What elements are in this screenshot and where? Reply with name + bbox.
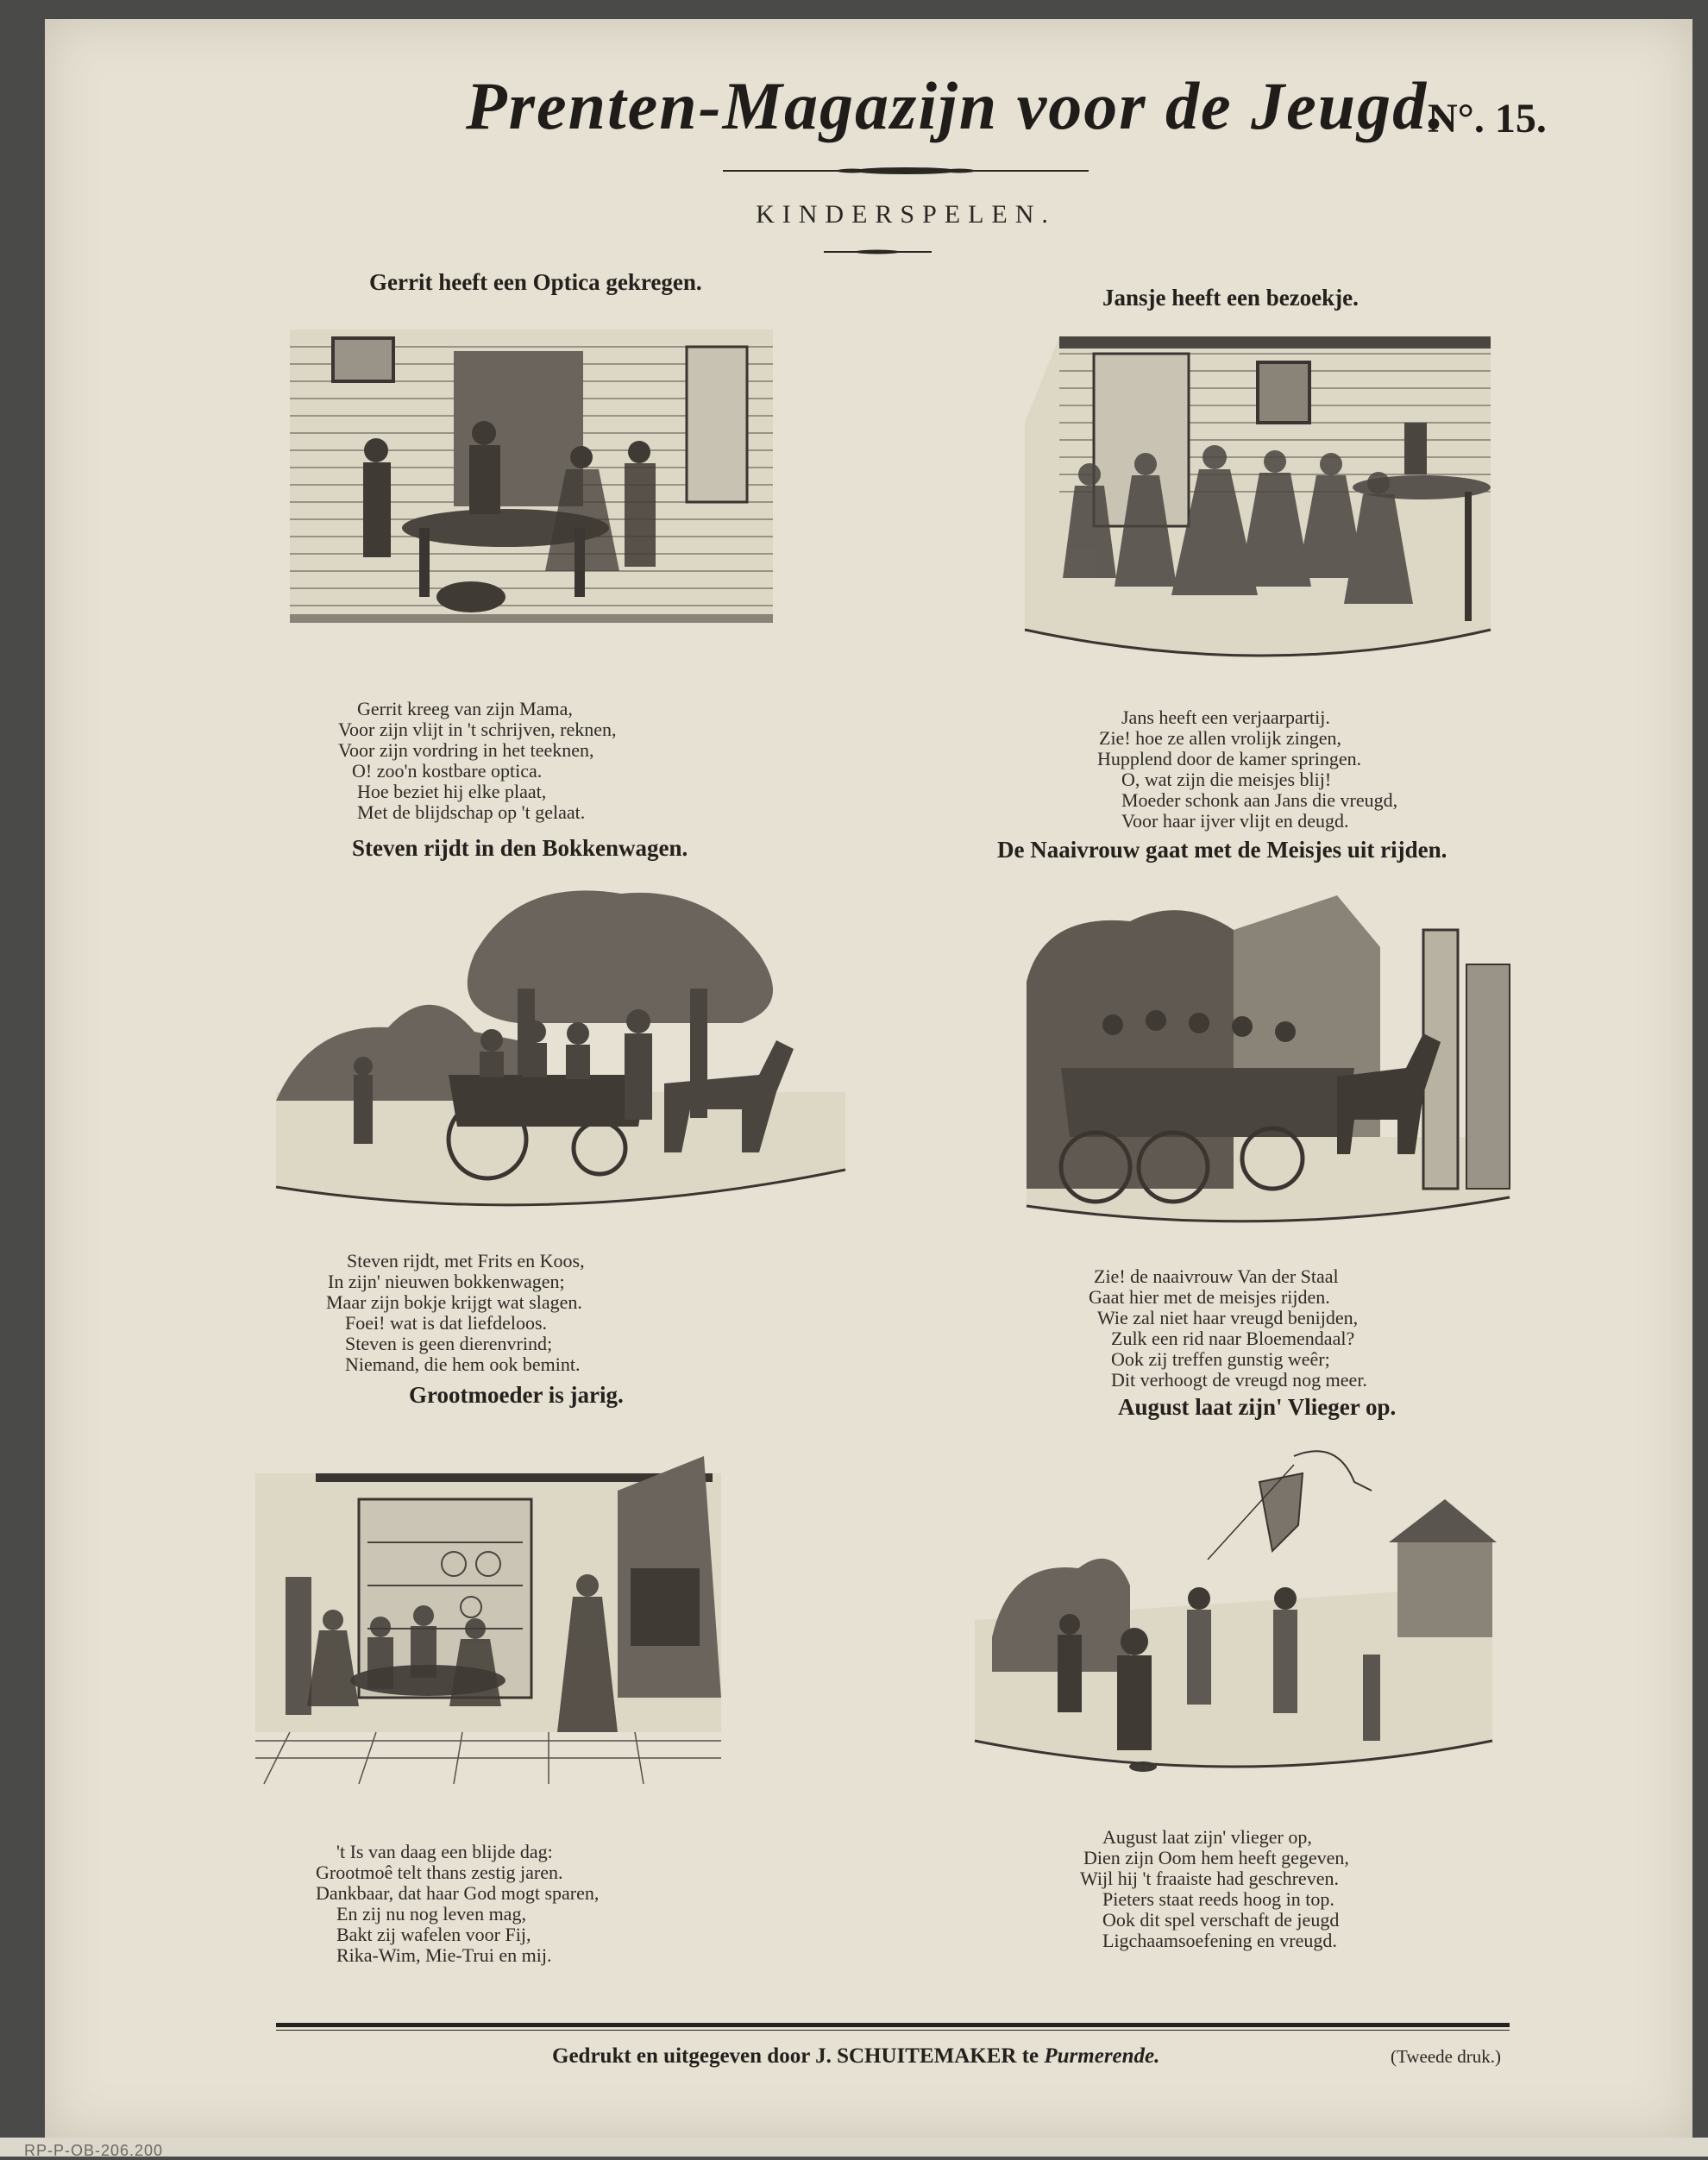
edition-note: (Tweede druk.)	[1391, 2046, 1501, 2067]
engraving-bezoekje	[1008, 319, 1525, 690]
verse-optica: Gerrit kreeg van zijn Mama, Voor zijn vlijt in 't schrijven, reknen, Voor zijn vordring in het teeknen, O! zoo'n kostbare optica. Hoe beziet hij elke plaat, Met de blijdschap op 't gelaat.	[338, 698, 617, 823]
scene-title-bokkenwagen: Steven rijdt in den Bokkenwagen.	[352, 835, 688, 861]
short-rule	[824, 248, 932, 255]
verse-bokkenwagen: Steven rijdt, met Frits en Koos, In zijn' nieuwen bokkenwagen; Maar zijn bokje krijgt wat slagen. Foei! wat is dat liefdeloos. Steven is geen dierenvrind; Niemand, die hem ook bemint.	[326, 1250, 585, 1375]
engraving-naaivrouw	[1009, 878, 1527, 1249]
scene-title-vlieger: August laat zijn' Vlieger op.	[1118, 1394, 1397, 1420]
imprint-place: Purmerende.	[1044, 2044, 1160, 2068]
verse-vlieger: August laat zijn' vlieger op, Dien zijn Oom hem heeft gegeven, Wijl hij 't fraaiste had geschreven. Pieters staat reeds hoog in top. Ook dit spel verschaft de jeugd Ligchaamsoefening en vreugd.	[1080, 1826, 1349, 1951]
footer-rule	[276, 2023, 1510, 2031]
ornamental-rule	[723, 166, 1089, 176]
scene-title-naaivrouw: De Naaivrouw gaat met de Meisjes uit rijden.	[997, 837, 1447, 863]
verse-naaivrouw: Zie! de naaivrouw Van der Staal Gaat hier met de meisjes rijden. Wie zal niet haar vreugd benijden, Zulk een rid naar Bloemendaal? Ook zij treffen gunstig weêr; Dit verhoogt de vreugd nog meer.	[1089, 1265, 1367, 1391]
engraving-optica	[281, 312, 782, 647]
verse-grootmoeder: 't Is van daag een blijde dag: Grootmoê telt thans zestig jaren. Dankbaar, dat haar God mogt sparen, En zij nu nog leven mag, Bakt zij wafelen voor Fij, Rika-Wim, Mie-Trui en mij.	[316, 1841, 600, 1966]
scene-title-bezoekje: Jansje heeft een bezoekje.	[1102, 285, 1359, 311]
page-subtitle: KINDERSPELEN.	[756, 200, 1056, 229]
page-title: Prenten-Magazijn voor de Jeugd.	[466, 68, 1447, 143]
catalog-number: RP-P-OB-206.200	[24, 2142, 164, 2159]
engraving-bokkenwagen	[259, 876, 854, 1239]
engraving-vlieger	[958, 1447, 1510, 1801]
imprint-text: Gedrukt en uitgegeven door J. SCHUITEMAKER te	[552, 2044, 1039, 2068]
issue-number: N°. 15.	[1428, 96, 1547, 141]
scene-title-grootmoeder: Grootmoeder is jarig.	[409, 1382, 624, 1408]
imprint	[552, 2044, 1159, 2069]
scene-title-optica: Gerrit heeft een Optica gekregen.	[369, 269, 702, 295]
verse-bezoekje: Jans heeft een verjaarpartij. Zie! hoe ze allen vrolijk zingen, Hupplend door de kamer springen. O, wat zijn die meisjes blij! Moeder schonk aan Jans die vreugd, Voor haar ijver vlijt en deugd.	[1097, 706, 1398, 832]
engraving-grootmoeder	[238, 1422, 738, 1793]
scan-margin	[0, 2138, 1708, 2157]
